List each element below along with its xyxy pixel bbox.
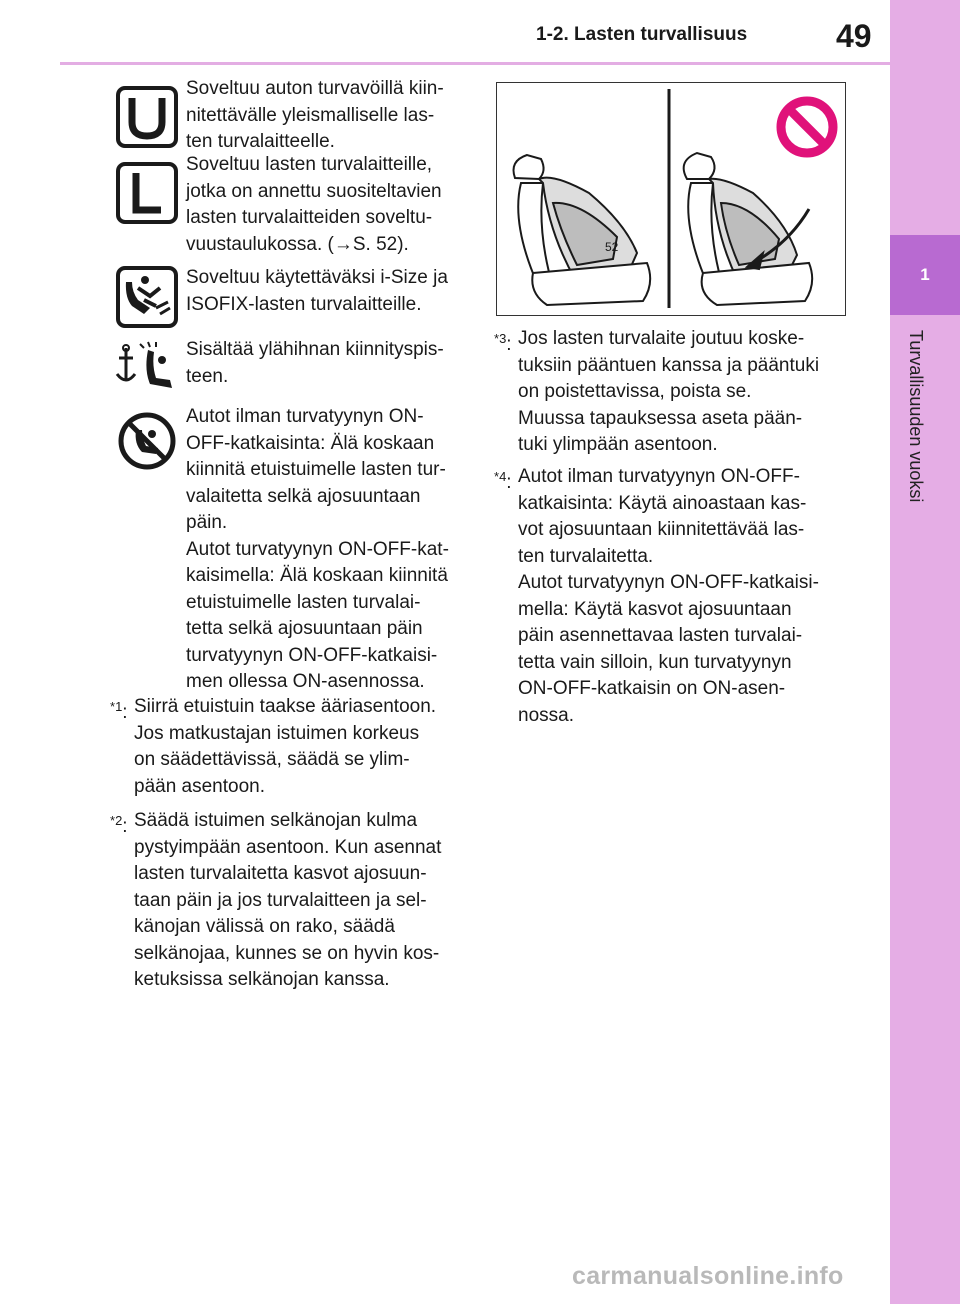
- footnote-text: Jos lasten turvalaite joutuu koske- tuksiin pääntuen kanssa ja pääntuki on poistettavissa, poista se. Muussa tapauksessa aseta pään- tuki ylimpään asentoon.: [518, 328, 820, 455]
- footnote-4: [494, 464, 854, 734]
- section-title: 1-2. Lasten turvallisuus: [536, 24, 748, 45]
- legend-text-isize-isofix: Soveltuu käytettäväksi i-Size ja ISOFIX-lasten turvalaitteille.: [186, 267, 448, 315]
- legend-text-universal: Soveltuu auton turvavöillä kiin- nitettävälle yleismalliselle las- ten turvalaitteelle.: [186, 78, 444, 152]
- legend-text-airbag-warning: Autot ilman turvatyynyn ON- OFF-katkaisinta: Älä koskaan kiinnitä etuistuimelle lasten tur- valaitetta selkä ajosuuntaan päin. Autot turvatyynyn ON-OFF-kat- kaisimella: Älä koskaan kiinnitä etuistuimelle lasten turvalai- tetta selkä ajosuuntaan päin turvatyynyn ON-OFF-katkaisi- men ollessa ON-asennossa.: [186, 406, 449, 692]
- footnote-text: Säädä istuimen selkänojan kulma pystyimpään asentoon. Kun asennat lasten turvalaitetta kasvot ajosuun- taan päin ja jos turvalaitteen ja sel- känojan välissä on rako, säädä selkänojaa, kunnes se on hyvin kos- ketuksissa selkänojan kanssa.: [134, 810, 442, 990]
- footnote-marker: $^{*2}$:: [110, 813, 128, 837]
- footnote-2: [110, 808, 470, 998]
- footnote-3: [494, 326, 854, 462]
- footnote-marker: $^{*3}$:: [494, 331, 512, 355]
- seat-marking-label: 52: [605, 240, 619, 254]
- chapter-side-tab: [890, 0, 960, 1304]
- right-car-seat: [684, 153, 813, 305]
- page-number: 49: [836, 18, 872, 54]
- watermark: carmanualsonline.info: [572, 1262, 844, 1290]
- prohibition-icon: [781, 101, 833, 153]
- headrest-illustration: [496, 82, 846, 316]
- l-letter-icon: [116, 162, 178, 224]
- footnote-1: [110, 694, 470, 804]
- seat-comparison-drawing: [497, 83, 844, 314]
- legend-text-top-tether: Sisältää ylähihnan kiinnityspis- teen.: [186, 339, 444, 387]
- isofix-seat-icon: [116, 266, 178, 328]
- left-car-seat: [514, 155, 651, 305]
- footnote-marker: $^{*4}$:: [494, 469, 512, 493]
- header-divider: [60, 62, 890, 65]
- footnote-marker: $^{*1}$:: [110, 699, 128, 723]
- chapter-number: 1: [890, 235, 960, 315]
- chapter-label: Turvallisuuden vuoksi: [906, 330, 926, 503]
- footnote-text: Siirrä etuistuin taakse ääriasentoon. Jos matkustajan istuimen korkeus on säädettävissä, säädä se ylim- pään asentoon.: [134, 696, 437, 797]
- footnote-text: Autot ilman turvatyynyn ON-OFF- katkaisinta: Käytä ainoastaan kas- vot ajosuuntaan kiinnitettävää las- ten turvalaitetta. Autot turvatyynyn ON-OFF-katkaisi- mella: Käytä kasvot ajosuuntaan päin asennettavaa lasten turvalai- tetta vain silloin, kun turvatyynyn ON-OFF-katkaisin on ON-asen- nossa.: [518, 466, 819, 726]
- legend-text-listed: Soveltuu lasten turvalaitteille, jotka on annettu suositeltavien lasten turvalaitteiden soveltu- vuustaulukossa. (→S. 52).: [186, 154, 442, 255]
- u-letter-icon: [116, 86, 178, 148]
- top-tether-anchor-icon: [114, 340, 180, 396]
- no-rear-facing-seat-icon: [116, 410, 178, 472]
